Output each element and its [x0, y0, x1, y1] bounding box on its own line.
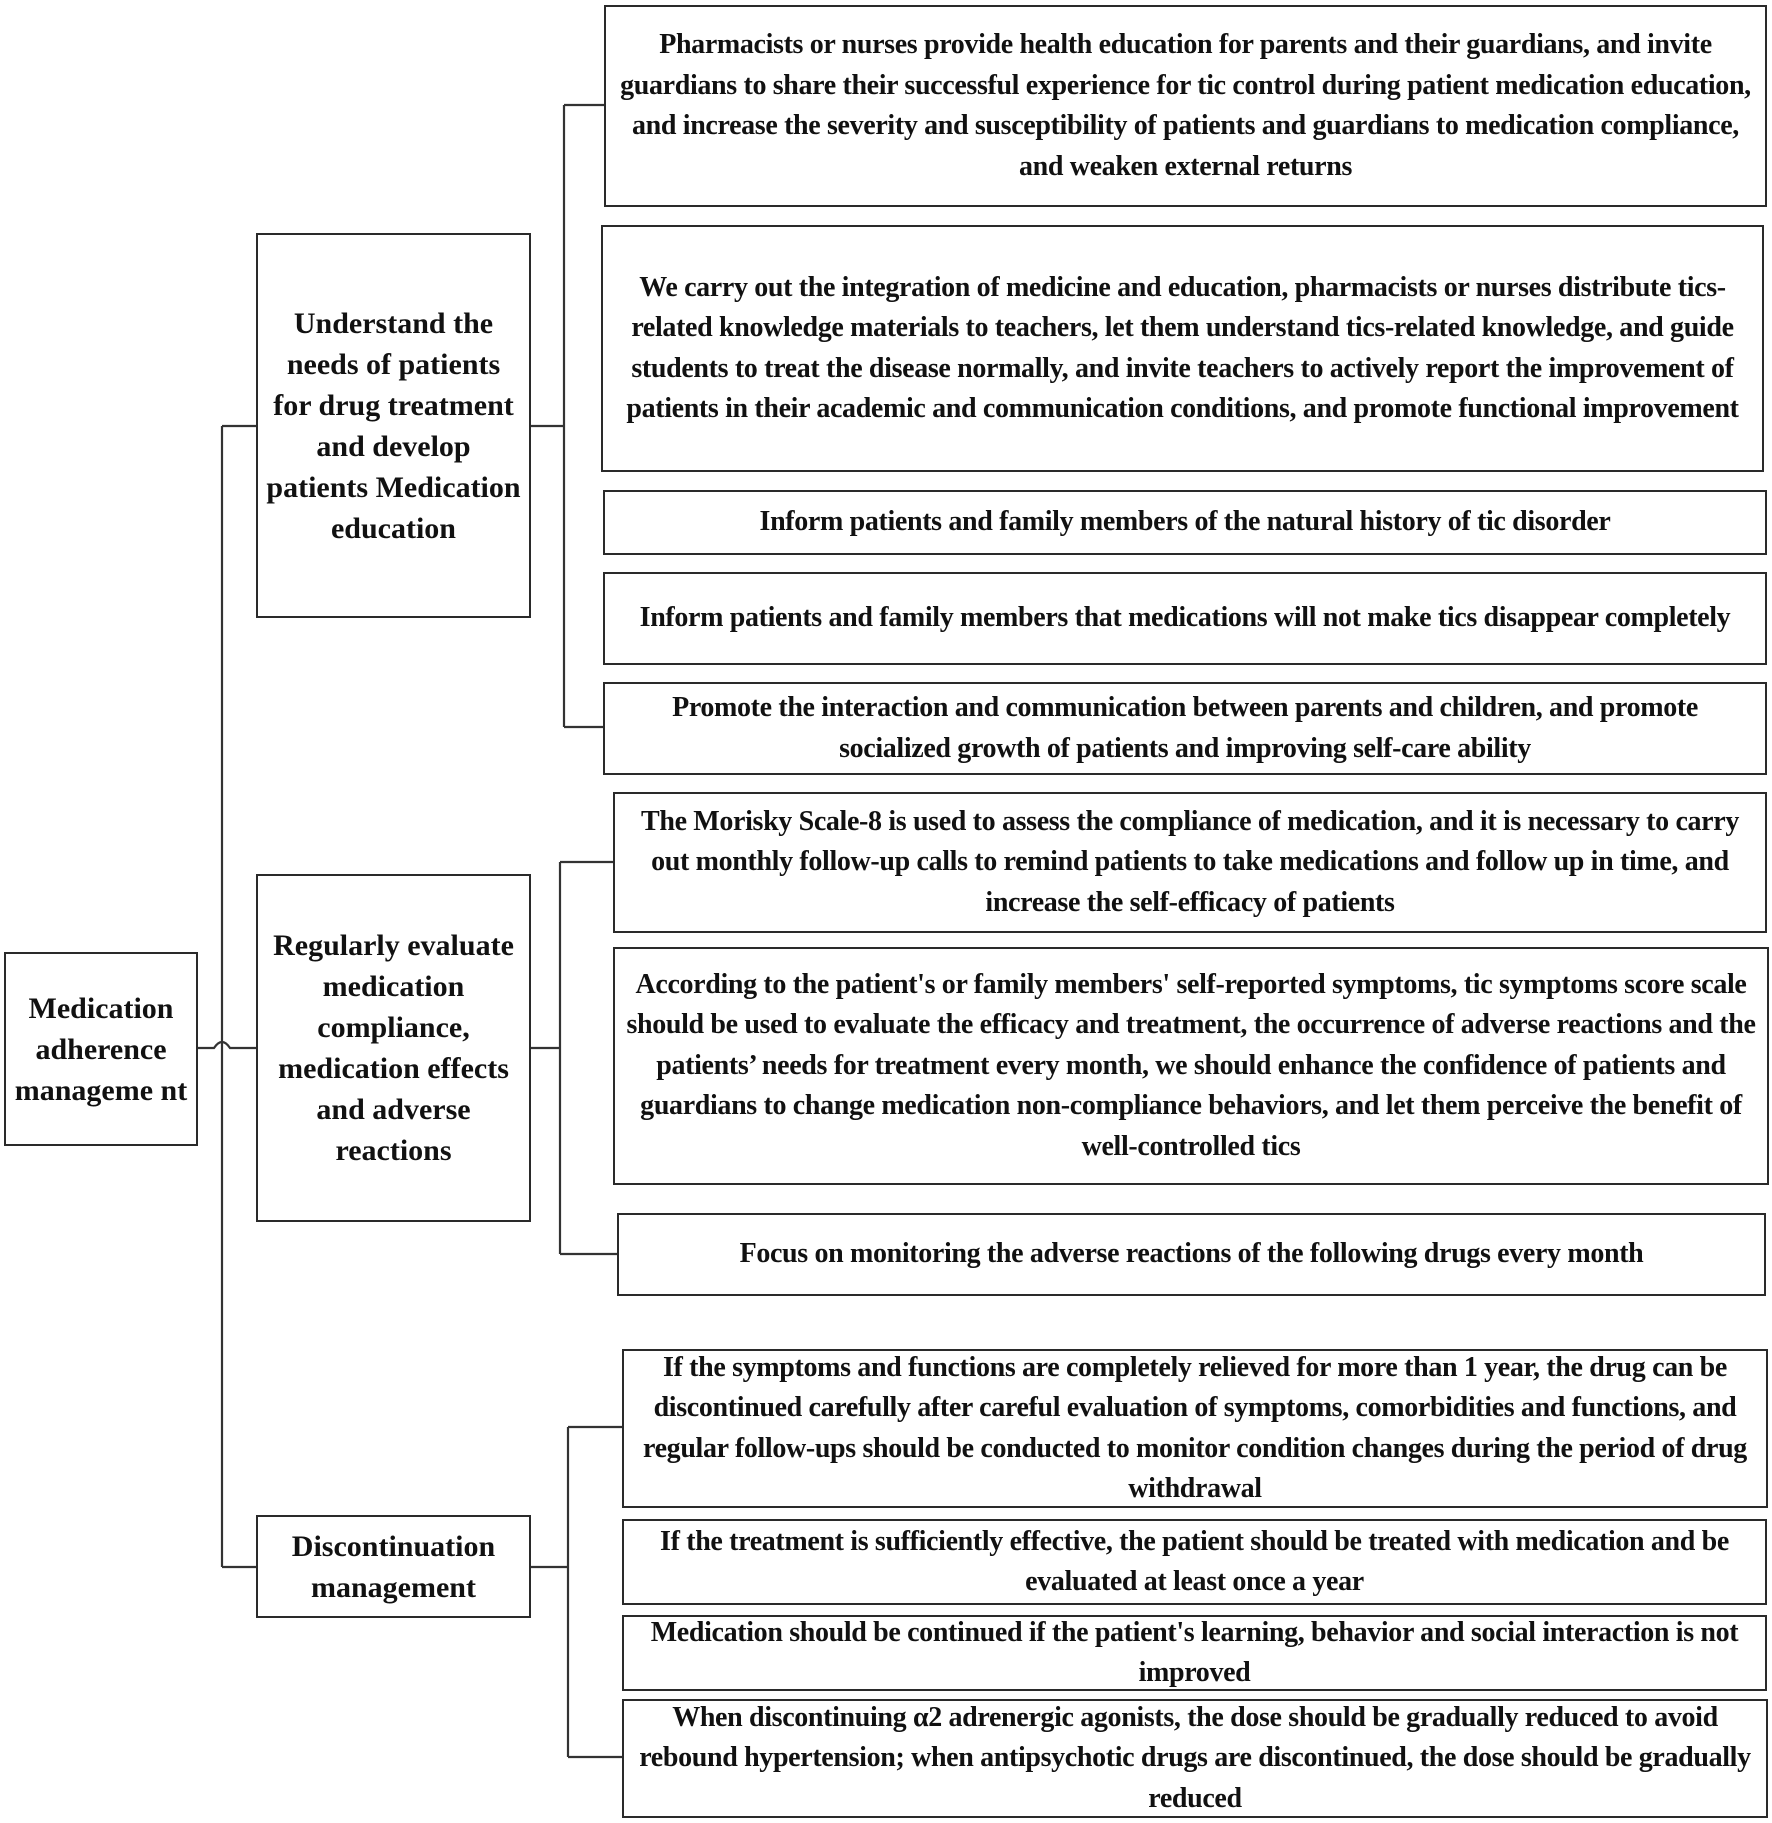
- leaf-node-text: If the treatment is sufficiently effective, the patient should be treated with medication and be evaluated at least once a year: [660, 1525, 1729, 1597]
- leaf-node: [603, 682, 1767, 775]
- leaf-node-text: Inform patients and family members of the natural history of tic disorder: [759, 506, 1611, 538]
- leaf-node-text: We carry out the integration of medicine and education, pharmacists or nurses distribute tics-related knowledge materials to teachers, let them understand tics-related knowledge, and guide students to treat the disease normally, and invite teachers to actively report the improvement of patients in their academic and communication conditions, and promote functional improvement: [626, 271, 1739, 424]
- leaf-node: [617, 1213, 1766, 1296]
- leaf-node: [622, 1519, 1767, 1605]
- leaf-node-text: Medication should be continued if the patient's learning, behavior and social interaction is not improved: [650, 1616, 1739, 1688]
- branch-node-label: Regularly evaluate medication compliance, medication effects and adverse reactions: [273, 929, 514, 1167]
- root-node: [4, 952, 198, 1146]
- branch-node-discontinuation: [256, 1515, 531, 1618]
- leaf-node: [613, 792, 1767, 933]
- branch-node-label: Discontinuation management: [291, 1529, 496, 1604]
- branch-node-regular-evaluation: [256, 874, 531, 1222]
- leaf-node-text: Pharmacists or nurses provide health education for parents and their guardians, and invite guardians to share their successful experience for tic control during patient medication education, and increase the severity and susceptibility of patients and guardians to medication compliance, and weaken external returns: [620, 29, 1751, 182]
- leaf-node-text: According to the patient's or family members' self-reported symptoms, tic symptoms score scale should be used to evaluate the efficacy and treatment, the occurrence of adverse reactions and the patients’ needs for treatment every month, we should enhance the confidence of patients and guardians to change medication non-compliance behaviors, and let them perceive the benefit of well-controlled tics: [626, 968, 1756, 1162]
- branch-node-label: Understand the needs of patients for drug treatment and develop patients Medication education: [266, 306, 521, 545]
- leaf-node: [601, 225, 1764, 472]
- leaf-node: [622, 1699, 1768, 1818]
- leaf-node: [604, 5, 1767, 207]
- branch-node-medication-education: [256, 233, 531, 618]
- root-node-label: Medication adherence manageme nt: [14, 991, 188, 1107]
- leaf-node-text: Inform patients and family members that medications will not make tics disappear completely: [639, 602, 1731, 634]
- leaf-node: [622, 1349, 1768, 1508]
- leaf-node-text: When discontinuing α2 adrenergic agonists, the dose should be gradually reduced to avoid rebound hypertension; when antipsychotic drugs are discontinued, the dose should be gradually reduced: [639, 1701, 1751, 1814]
- leaf-node: [613, 947, 1769, 1185]
- leaf-node: [603, 490, 1767, 555]
- leaf-node-text: If the symptoms and functions are completely relieved for more than 1 year, the drug can be discontinued carefully after careful evaluation of symptoms, comorbidities and functions, and regular follow-ups should be conducted to monitor condition changes during the period of drug withdrawal: [643, 1351, 1747, 1504]
- root-to-branch-2-connector: [197, 1042, 256, 1048]
- leaf-node-text: Focus on monitoring the adverse reactions of the following drugs every month: [739, 1238, 1644, 1270]
- leaf-node: [622, 1615, 1767, 1691]
- leaf-node-text: Promote the interaction and communication between parents and children, and promote socialized growth of patients and improving self-care ability: [672, 692, 1698, 764]
- leaf-node: [603, 572, 1767, 665]
- leaf-node-text: The Morisky Scale-8 is used to assess the compliance of medication, and it is necessary to carry out monthly follow-up calls to remind patients to take medications and follow up in time, and increase the self-efficacy of patients: [641, 805, 1739, 918]
